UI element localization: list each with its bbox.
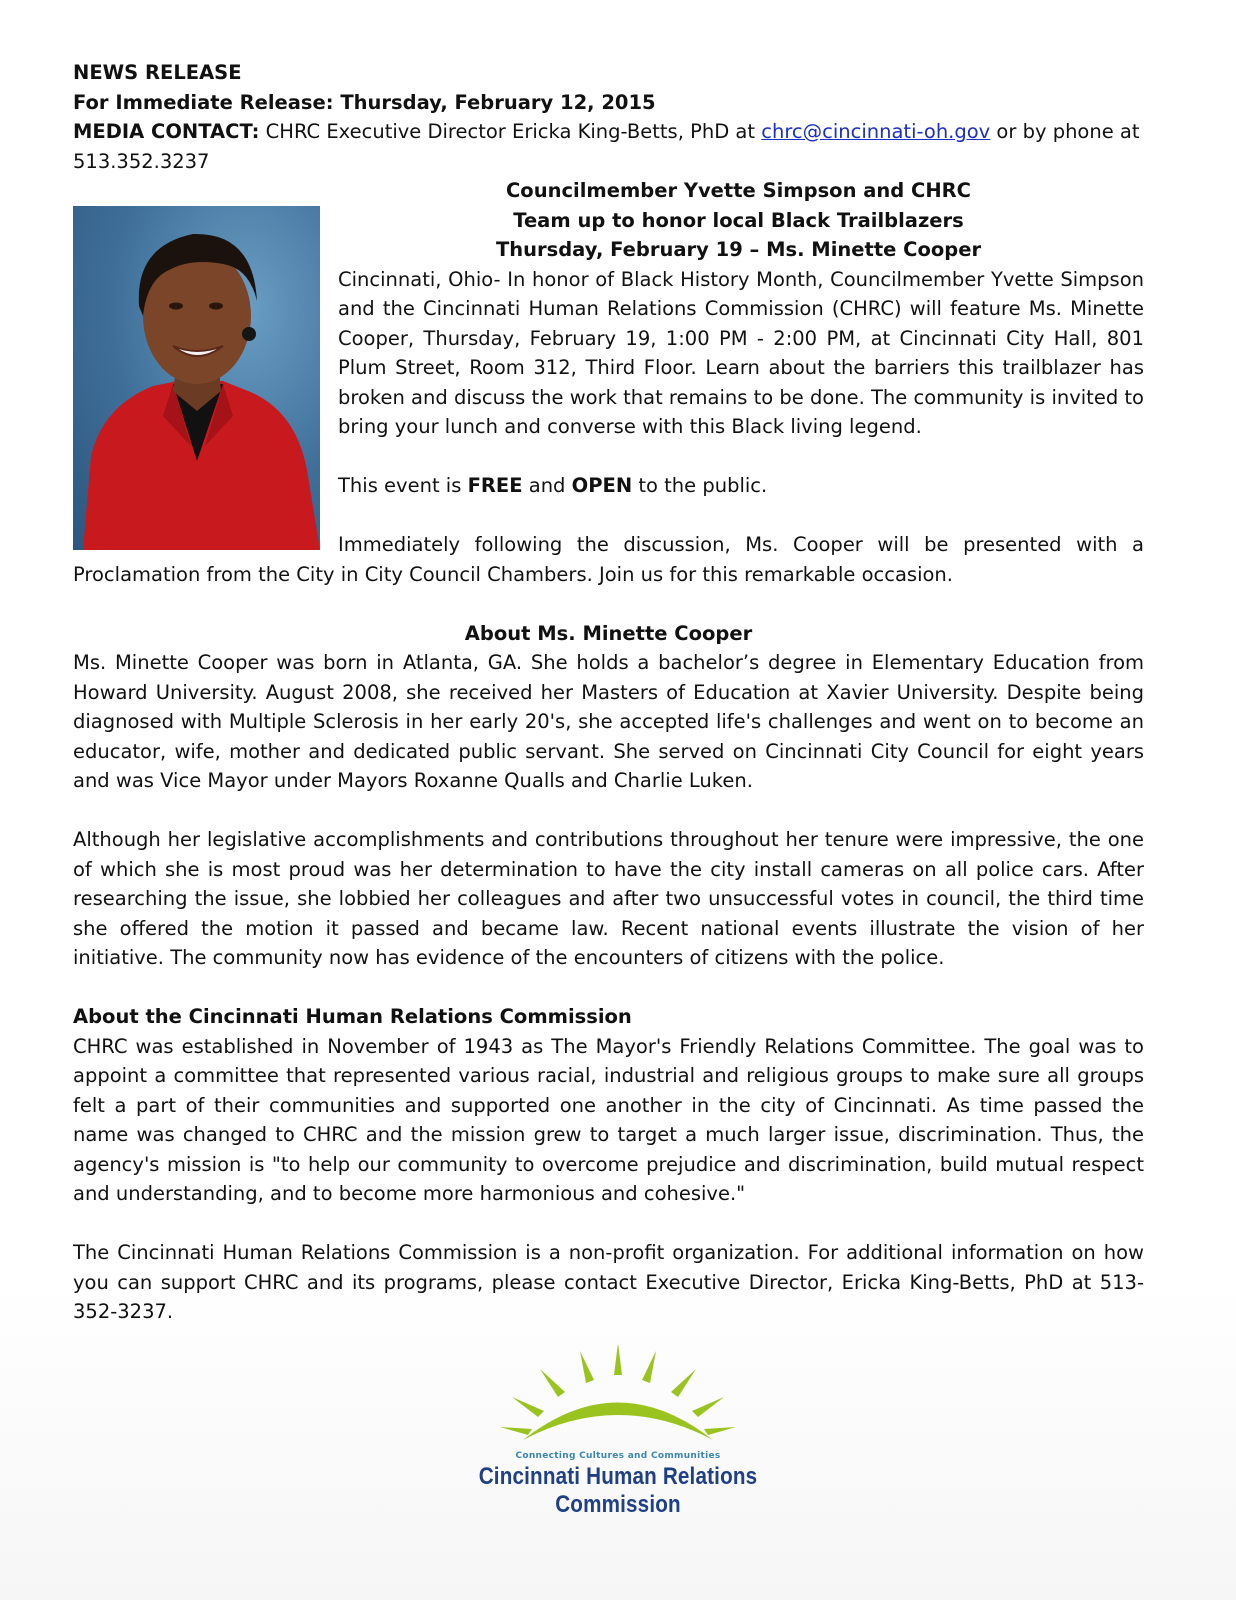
sunburst-icon xyxy=(398,1345,838,1455)
news-release-label: NEWS RELEASE xyxy=(73,61,242,84)
media-contact-text-2: or by phone at xyxy=(990,120,1140,143)
logo-organization-name: Cincinnati Human Relations Commission xyxy=(478,1463,758,1518)
portrait-illustration xyxy=(73,206,320,550)
intro-paragraph: Cincinnati, Ohio- In honor of Black History Month, Councilmember Yvette Simpson and the Cincinnati Human Relations Commission (CHRC) will feature Ms. Minette Cooper, Thursday, February 19, 1:00 PM - 2:00 PM, at Cincinnati City Hall, 801 Plum Street, Room 312, Third Floor. Learn about the barriers this trailblazer has broken and discuss the work that remains to be done. The community is invited to bring your lunch and converse with this Black living legend. xyxy=(338,267,1144,438)
about-chrc-heading: About the Cincinnati Human Relations Commission xyxy=(73,1005,632,1028)
open-word: OPEN xyxy=(571,474,633,497)
release-date-line: For Immediate Release: Thursday, February 12, 2015 xyxy=(73,90,656,114)
event-title-line-3: Thursday, February 19 – Ms. Minette Cooper xyxy=(495,238,982,261)
about-chrc-paragraph-2: The Cincinnati Human Relations Commission is a non-profit organization. For additional information on how you can support CHRC and its programs, please contact Executive Director, Ericka King-Betts, PhD at 513-352-3237. xyxy=(73,1241,1144,1323)
about-cooper-paragraph-2: Although her legislative accomplishments and contributions throughout her tenure were impressive, the one of which she is most proud was her determination to have the city install cameras on all police cars. After researching the issue, she lobbied her colleagues and after two unsuccessful votes in council, the third time she offered the motion it passed and became law. Recent national events illustrate the vision of her initiative. The community now has evidence of the encounters of citizens with the police. xyxy=(73,828,1144,969)
event-title xyxy=(333,176,1144,265)
event-title-line-2: Team up to honor local Black Trailblazers xyxy=(513,208,964,232)
logo-tagline: Connecting Cultures and Communities xyxy=(515,1451,721,1461)
chrc-logo xyxy=(398,1345,838,1518)
free-word: FREE xyxy=(467,474,523,497)
about-chrc-paragraph-1: CHRC was established in November of 1943 as The Mayor's Friendly Relations Committee. The goal was to appoint a committee that represented various racial, industrial and religious groups to make sure all groups felt a part of their communities and supported one another in the city of Cincinnati. As time passed the name was changed to CHRC and the mission grew to target a much larger issue, discrimination. Thus, the agency's mission is "to help our community to overcome prejudice and discrimination, build mutual respect and understanding, and to become more harmonious and cohesive." xyxy=(73,1034,1144,1205)
media-contact-phone: 513.352.3237 xyxy=(73,149,210,173)
media-contact-text: CHRC Executive Director Ericka King-Betts, PhD at xyxy=(259,120,762,143)
free-open-mid: and xyxy=(522,474,572,497)
proclamation-paragraph: Immediately following the discussion, Ms. Cooper will be presented with a Proclamation from the City in City Council Chambers. Join us for this remarkable occasion. xyxy=(73,533,1144,586)
media-contact-label: MEDIA CONTACT: xyxy=(73,120,260,143)
email-link[interactable]: chrc@cincinnati-oh.gov xyxy=(761,120,991,143)
free-open-post: to the public. xyxy=(632,474,768,497)
about-cooper-paragraph-1: Ms. Minette Cooper was born in Atlanta, GA. She holds a bachelor’s degree in Elementary Education from Howard University. August 2008, she received her Masters of Education at Xavier University. Despite being diagnosed with Multiple Sclerosis in her early 20's, she accepted life's challenges and went on to become an educator, wife, mother and dedicated public servant. She served on Cincinnati City Council for eight years and was Vice Mayor under Mayors Roxanne Qualls and Charlie Luken. xyxy=(73,651,1144,792)
portrait-photo xyxy=(73,206,320,550)
free-open-pre: This event is xyxy=(338,474,468,497)
event-title-line-1: Councilmember Yvette Simpson and CHRC xyxy=(506,179,971,202)
media-contact-line xyxy=(73,117,1144,147)
about-cooper-heading: About Ms. Minette Cooper xyxy=(464,621,753,645)
